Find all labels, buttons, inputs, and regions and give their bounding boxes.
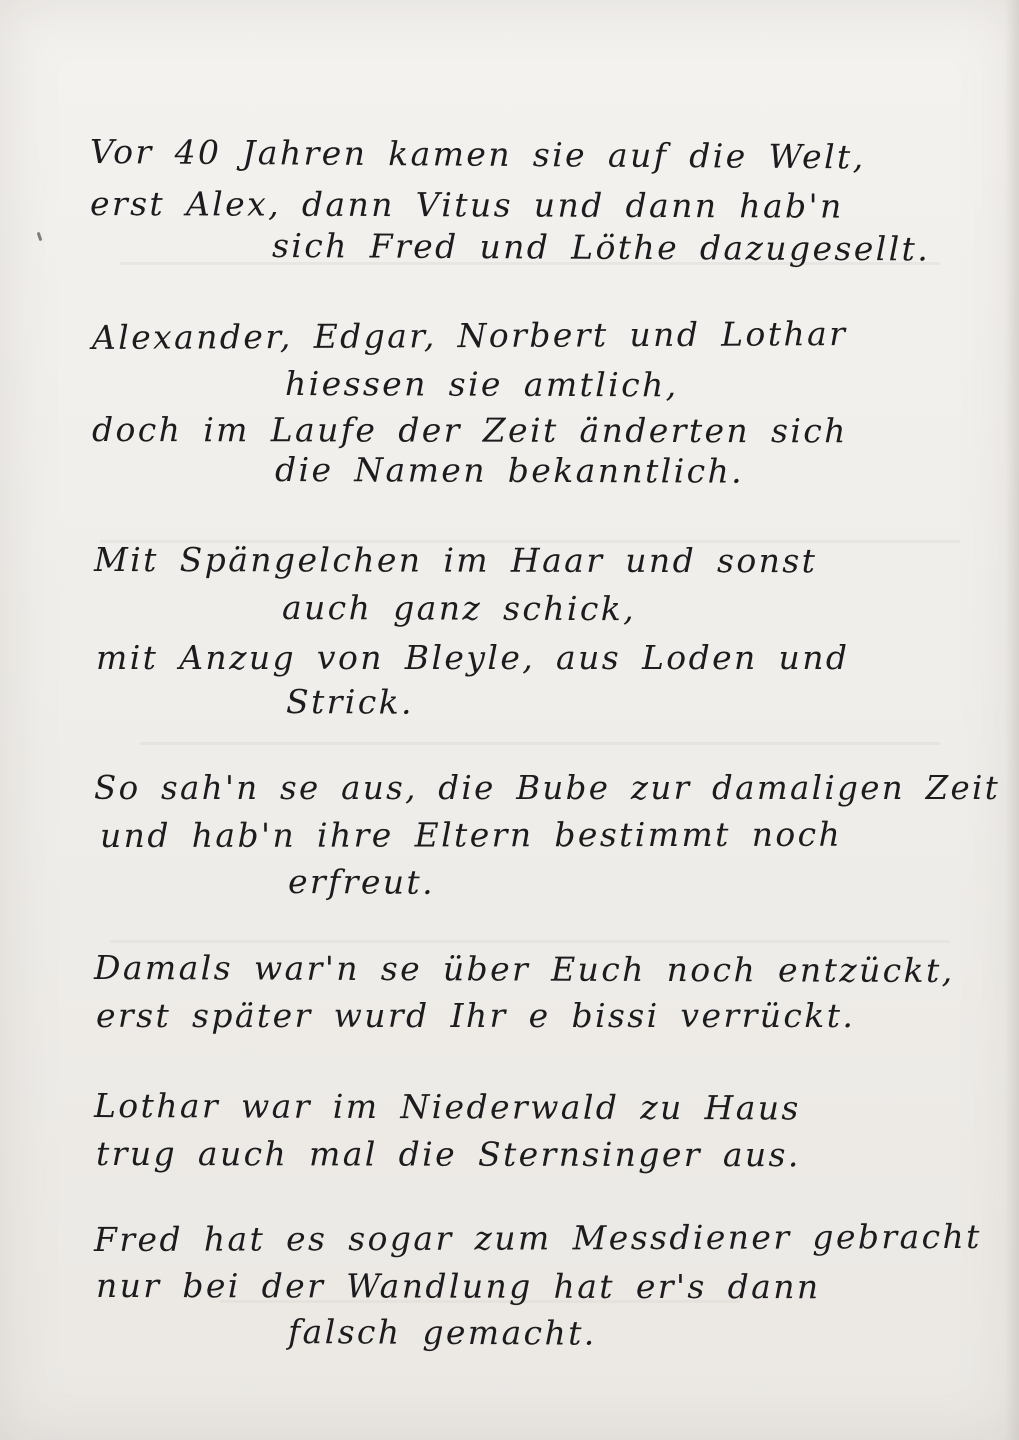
poem-line: Vor 40 Jahren kamen sie auf die Welt, [89, 132, 866, 177]
poem-line: Alexander, Edgar, Norbert und Lothar [91, 314, 848, 357]
poem-line: Damals war'n se über Euch noch entzückt, [93, 948, 955, 991]
poem-line: Mit Spängelchen im Haar und sonst [93, 540, 818, 581]
poem-line: erst Alex, dann Vitus und dann hab'n [89, 184, 844, 226]
poem-line: und hab'n ihre Eltern bestimmt noch [99, 814, 843, 855]
poem-line: So sah'n se aus, die Bube zur damaligen Zeit [94, 768, 1001, 807]
poem-line: die Namen bekanntlich. [274, 450, 745, 491]
poem-line: erfreut. [287, 862, 436, 902]
poem-line: falsch gemacht. [287, 1312, 597, 1353]
poem-line: nur bei der Wandlung hat er's dann [95, 1266, 821, 1307]
ink-speck [37, 232, 43, 241]
poem-line: sich Fred und Löthe dazugesellt. [271, 226, 931, 269]
poem-line: trug auch mal die Sternsinger aus. [95, 1134, 801, 1175]
poem-line: doch im Laufe der Zeit änderten sich [91, 410, 848, 451]
poem-line: auch ganz schick, [281, 588, 637, 629]
poem-line: Lothar war im Niederwald zu Haus [93, 1086, 801, 1128]
paper-edge-shadow [1005, 0, 1019, 1440]
poem-line: Fred hat es sogar zum Messdiener gebracht [93, 1216, 982, 1259]
poem-line: erst später wurd Ihr e bissi verrückt. [96, 996, 856, 1035]
poem-line: mit Anzug von Bleyle, aus Loden und [96, 638, 850, 677]
poem-line: hiessen sie amtlich, [284, 364, 679, 405]
poem-line: Strick. [285, 682, 415, 722]
